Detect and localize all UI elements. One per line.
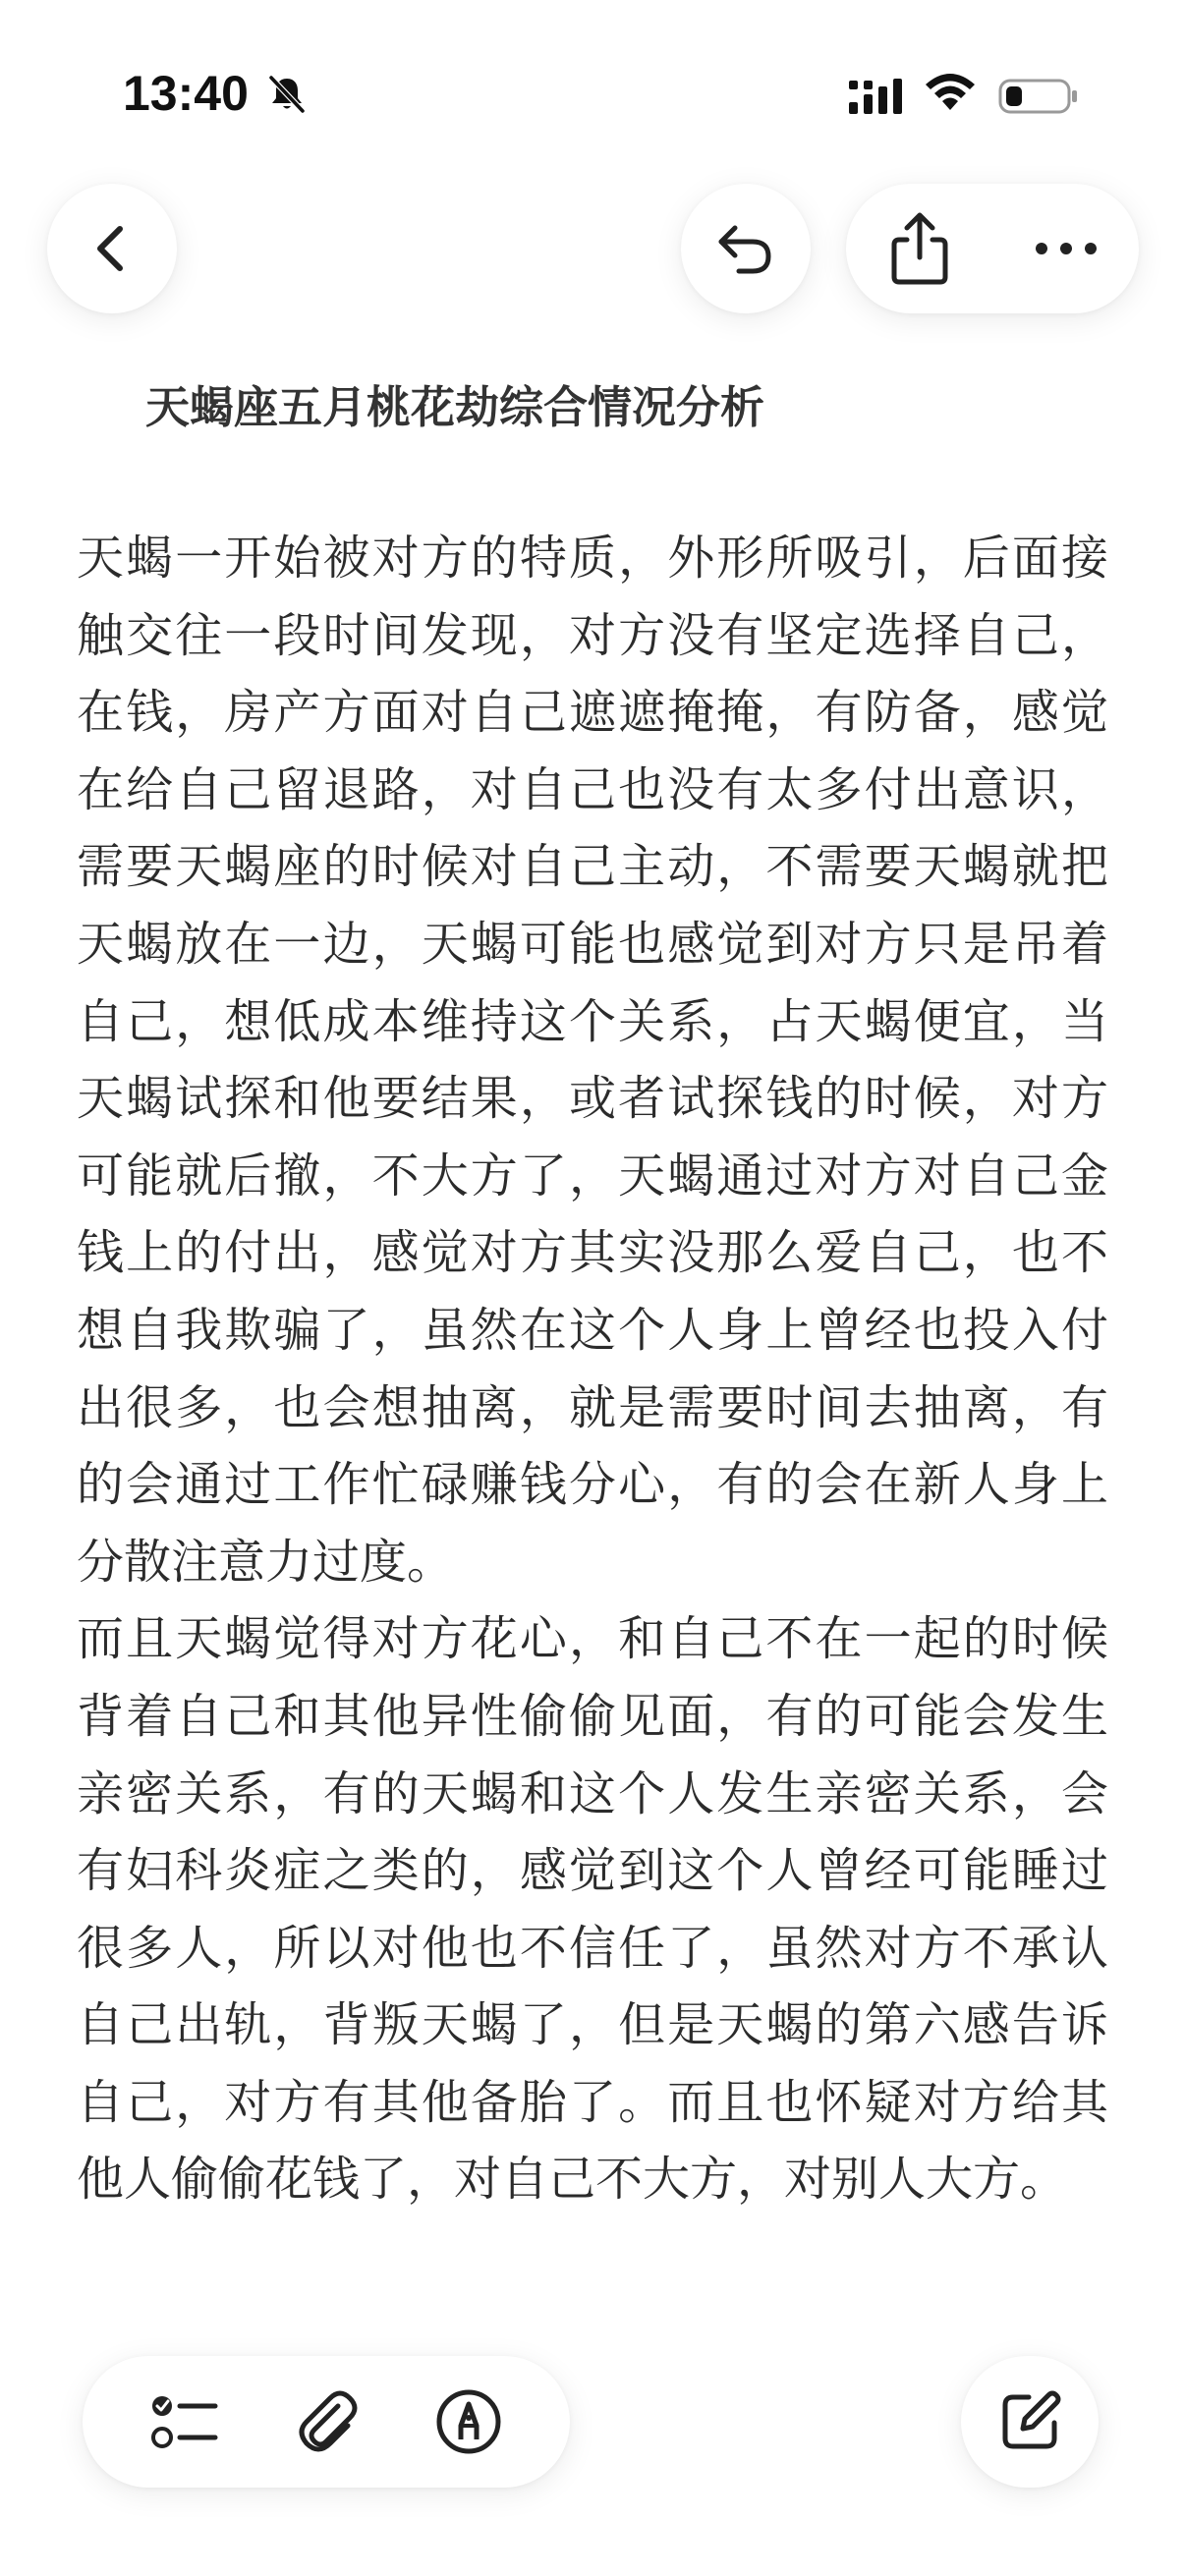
note-paragraph: 而且天蝎觉得对方花心，和自己不在一起的时候背着自己和其他异性偷偷见面，有的可能会发生亲密关系，有的天蝎和这个人发生亲密关系，会有妇科炎症之类的，感觉到这个人曾经可能睡过很多人，所以对他也不信任了，虽然对方不承认自己出轨，背叛天蝎了，但是天蝎的第六感告诉自己，对方有其他备胎了。而且也怀疑对方给其他人偷偷花钱了，对自己不大方，对别人大方。 xyxy=(77,1611,1108,2208)
paperclip-icon xyxy=(287,2382,366,2461)
status-bar xyxy=(0,0,1185,187)
share-more-group xyxy=(846,184,1139,313)
bottom-toolbar xyxy=(83,2356,570,2488)
back-button[interactable] xyxy=(47,184,177,313)
compose-icon xyxy=(995,2387,1064,2456)
undo-button[interactable] xyxy=(681,184,811,313)
note-body[interactable] xyxy=(77,520,1108,2218)
markup-button[interactable] xyxy=(429,2382,508,2461)
share-icon xyxy=(885,210,954,287)
checklist-icon xyxy=(144,2382,223,2461)
more-button[interactable] xyxy=(992,184,1139,313)
note-paragraph: 天蝎一开始被对方的特质，外形所吸引，后面接触交往一段时间发现，对方没有坚定选择自己，在钱，房产方面对自己遮遮掩掩，有防备，感觉在给自己留退路，对自己也没有太多付出意识，需要天蝎座的时候对自己主动，不需要天蝎就把天蝎放在一边，天蝎可能也感觉到对方只是吊着自己，想低成本维持这个关系，占天蝎便宜，当天蝎试探和他要结果，或者试探钱的时候，对方可能就后撤，不大方了，天蝎通过对方对自己金钱上的付出，感觉对方其实没那么爱自己，也不想自我欺骗了，虽然在这个人身上曾经也投入付出很多，也会想抽离，就是需要时间去抽离，有的会通过工作忙碌赚钱分心，有的会在新人身上分散注意力过度。 xyxy=(77,531,1108,1590)
more-icon xyxy=(1032,239,1100,258)
markup-pen-icon xyxy=(429,2382,508,2461)
share-button[interactable] xyxy=(846,184,992,313)
compose-button[interactable] xyxy=(961,2356,1099,2488)
note-title: 天蝎座五月桃花劫综合情况分析 xyxy=(145,381,765,433)
undo-icon xyxy=(711,214,780,283)
bell-slash-icon xyxy=(265,73,309,116)
cellular-signal-icon xyxy=(847,77,906,116)
attach-button[interactable] xyxy=(287,2382,366,2461)
chevron-left-icon xyxy=(83,219,141,278)
wifi-icon xyxy=(924,71,977,114)
battery-icon xyxy=(998,77,1079,116)
checklist-button[interactable] xyxy=(144,2382,223,2461)
status-time: 13:40 xyxy=(123,66,249,121)
